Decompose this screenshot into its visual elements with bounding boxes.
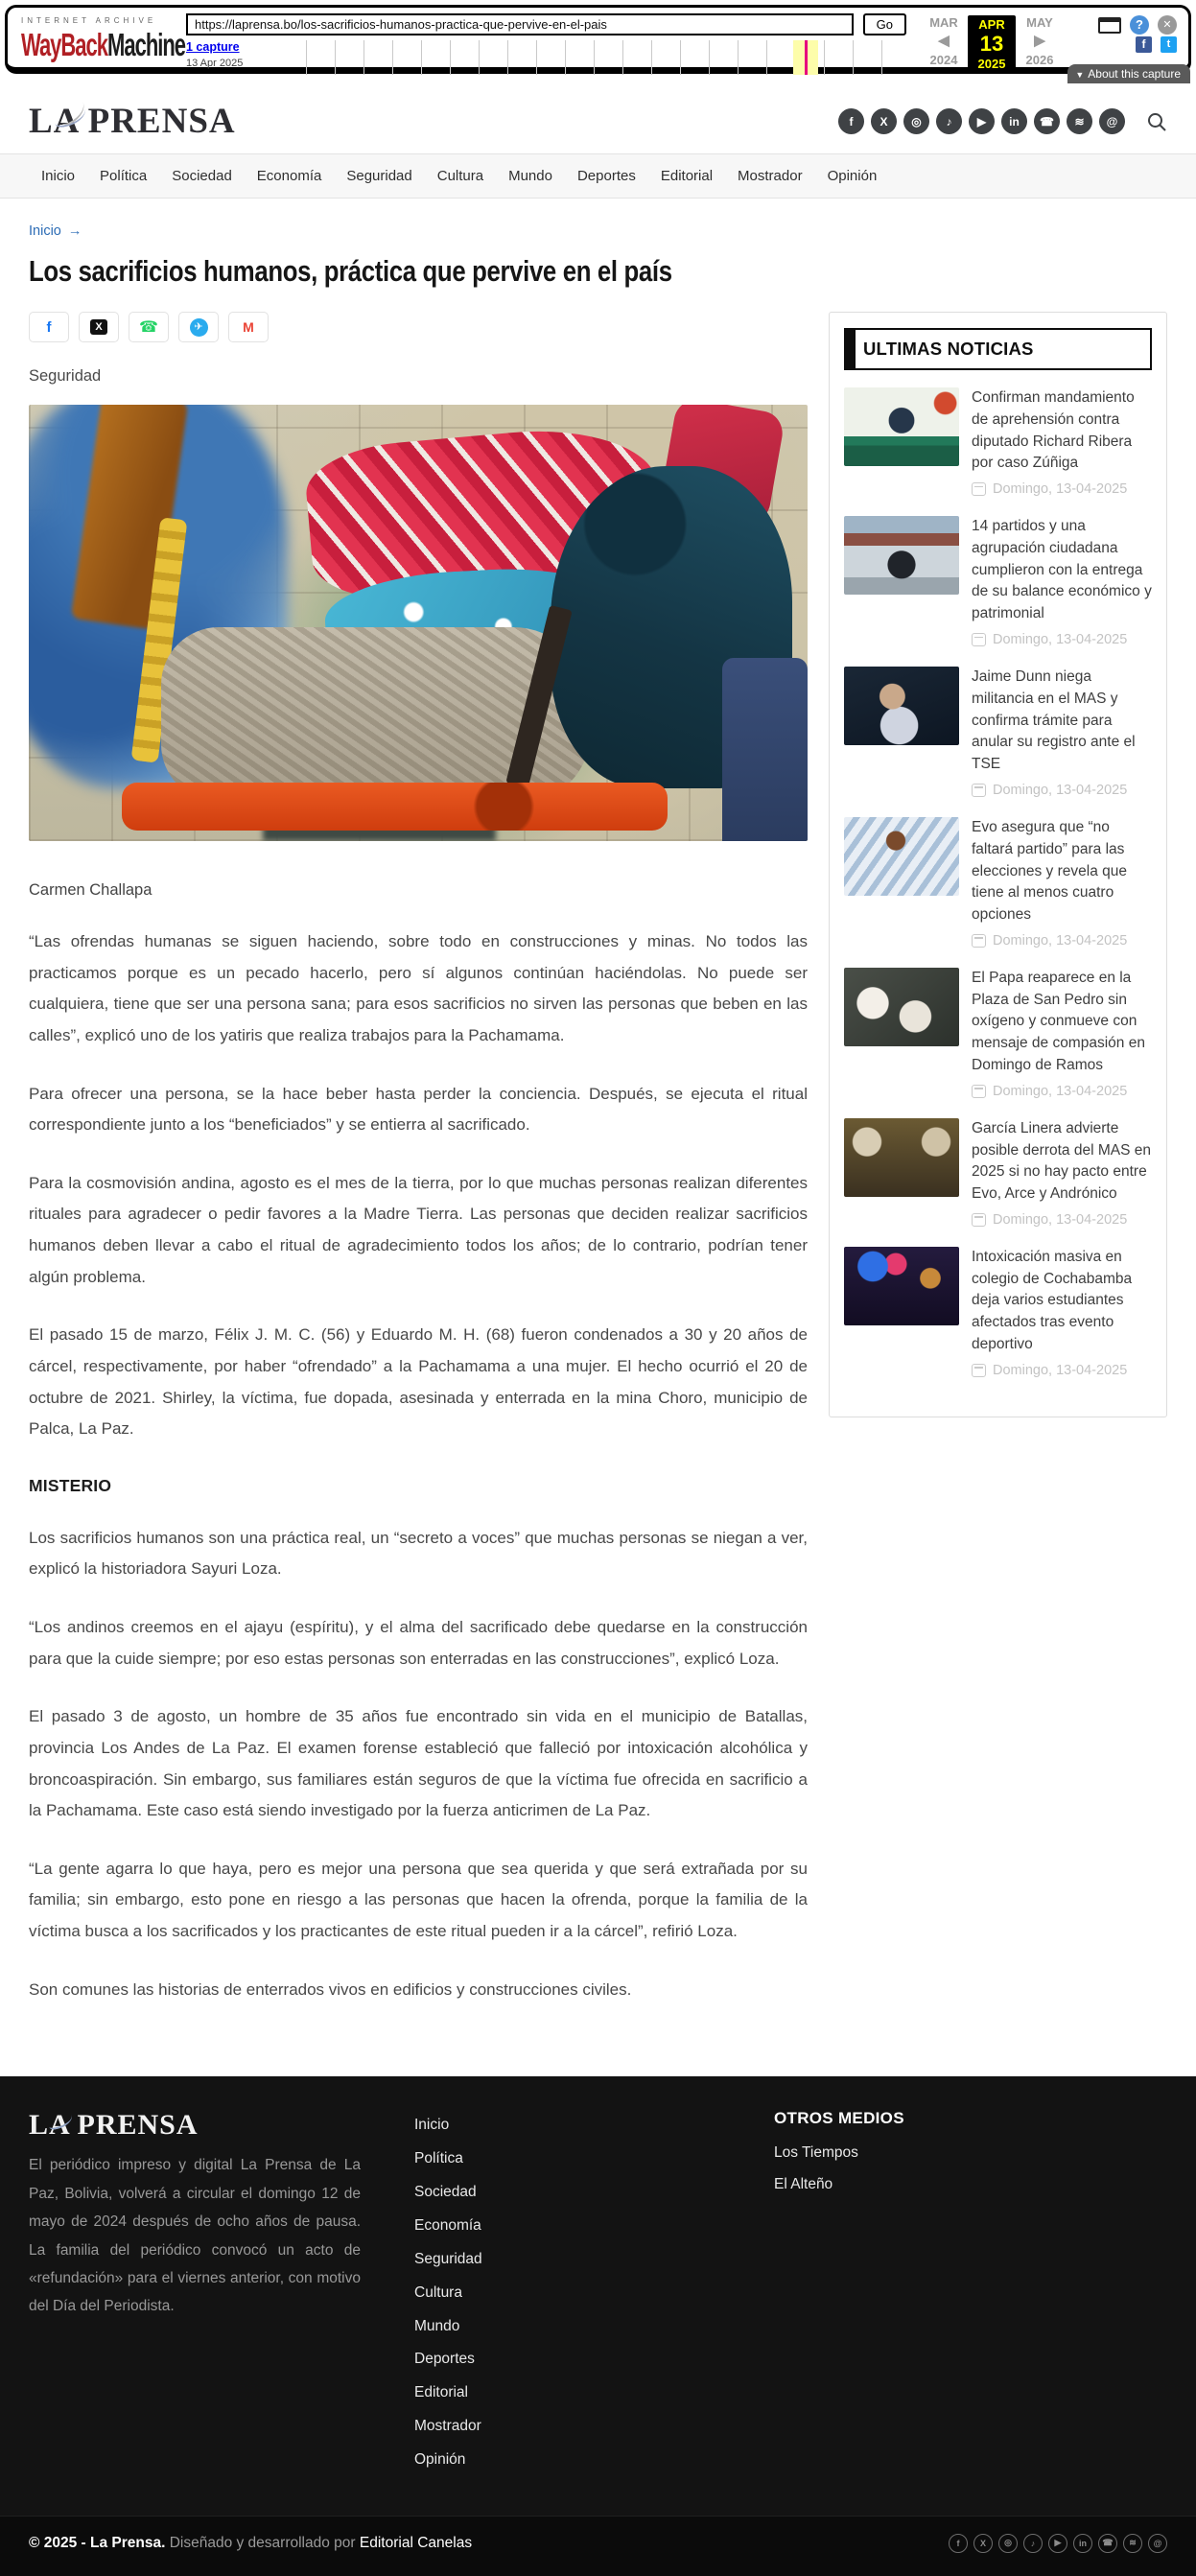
threads-icon[interactable]: @ xyxy=(1148,2534,1167,2553)
site-header xyxy=(0,87,1196,153)
about-this-capture[interactable]: ▼ About this capture xyxy=(1067,64,1190,83)
current-year-label: 2025 xyxy=(977,57,1006,71)
article-main-column xyxy=(29,312,808,2032)
wayback-center xyxy=(186,13,906,75)
nav-item[interactable]: Opinión xyxy=(827,168,878,184)
nav-item[interactable]: Economía xyxy=(256,168,322,184)
search-icon[interactable] xyxy=(1146,111,1167,132)
facebook-share-icon[interactable]: f xyxy=(29,312,69,342)
news-list-item xyxy=(844,387,1152,497)
threads-icon[interactable]: @ xyxy=(1099,108,1125,134)
article-image xyxy=(29,405,808,841)
wayback-toolbar xyxy=(5,5,1191,81)
article-paragraph: El pasado 3 de agosto, un hombre de 35 años fue encontrado sin vida en el municipio de Batallas, provincia Los Andes de La Paz. El examen forense estableció que falleció por intoxicación alcohólica y broncoaspiración. Sin embargo, sus familiares están seguros de que la víctima fue ofrecida en sacrificio a la Pachamama. Este caso está siendo investigado por la fuerza anticrimen de La Paz. xyxy=(29,1707,808,1820)
facebook-icon[interactable]: f xyxy=(949,2534,968,2553)
current-capture-block xyxy=(968,15,1016,73)
capture-marker xyxy=(805,40,808,75)
prev-month-label: MAR xyxy=(929,15,958,30)
article-paragraph: “Las ofrendas humanas se siguen haciendo, sobre todo en construcciones y minas. No todos las practicamos porque es un pecado hacerlo, pero sí algunos continúan haciéndolas. No puede ser cualquiera, tiene que ser una persona sana; para esos sacrificios no sirven las personas que beben en las calles”, explicó uno de los yatiris que realiza trabajos para la Pachamama. xyxy=(29,932,808,1044)
footer-nav-link[interactable]: Sociedad xyxy=(414,2184,477,2200)
news-thumbnail[interactable] xyxy=(844,1247,959,1325)
news-date: Domingo, 13-04-2025 xyxy=(972,481,1152,497)
main-nav xyxy=(0,153,1196,199)
caret-down-icon: ▼ xyxy=(1075,70,1085,80)
category-label: Seguridad xyxy=(29,367,102,385)
news-title-link[interactable]: 14 partidos y una agrupación ciudadana cumplieron con la entrega de su balance económico y patrimonial xyxy=(972,518,1152,622)
x-icon[interactable]: X xyxy=(871,108,897,134)
telegram-share-icon[interactable]: ✈ xyxy=(178,312,219,342)
footer-nav-link[interactable]: Política xyxy=(414,2150,463,2167)
wayback-calendar-nav xyxy=(920,13,1064,73)
news-date: Domingo, 13-04-2025 xyxy=(972,632,1152,647)
wayback-machine-logo: WayBackMachine xyxy=(21,27,186,63)
wayback-actions xyxy=(1075,13,1181,81)
x-share-icon[interactable]: X xyxy=(79,312,119,342)
article-paragraph: Son comunes las historias de enterrados vivos en edificios y construcciones civiles. xyxy=(29,1979,632,1999)
news-title-link[interactable]: Evo asegura que “no faltará partido” para las elecciones y revela que tiene al menos cuatro opciones xyxy=(972,818,1127,924)
article-paragraph: Para ofrecer una persona, se la hace beber hasta perder la conciencia. Después, se ejecuta el ritual correspondiente junto a los “beneficiados” y se entierra al sacrificado. xyxy=(29,1084,808,1135)
news-list-item xyxy=(844,968,1152,1099)
tiktok-icon[interactable]: ♪ xyxy=(936,108,962,134)
whatsapp-icon[interactable]: ☎ xyxy=(1098,2534,1117,2553)
news-date: Domingo, 13-04-2025 xyxy=(972,783,1152,798)
news-list xyxy=(844,387,1152,1378)
captures-summary xyxy=(186,38,278,75)
editorial-canelas-link[interactable]: Editorial Canelas xyxy=(359,2534,473,2551)
window-icon[interactable] xyxy=(1098,17,1121,34)
article-paragraph: “Los andinos creemos en el ajayu (espíritu), y el alma del sacrificado debe quedarse en la construcción para que la cuide siempre; por eso estas personas son enterradas en las construcciones”, explicó Loza. xyxy=(29,1618,808,1668)
nav-item[interactable]: Sociedad xyxy=(172,168,232,184)
news-list-item xyxy=(844,667,1152,798)
facebook-icon[interactable]: f xyxy=(838,108,864,134)
twitter-share-toolbar-icon[interactable]: t xyxy=(1161,36,1177,53)
linkedin-icon[interactable]: in xyxy=(1073,2534,1092,2553)
news-date: Domingo, 13-04-2025 xyxy=(972,1363,1152,1378)
bottom-social-icons xyxy=(949,2534,1167,2553)
prev-capture-arrow-icon[interactable]: ◀ xyxy=(938,33,950,49)
article-title: Los sacrificios humanos, práctica que pervive en el país xyxy=(29,254,672,288)
image-orange-stretcher xyxy=(122,783,667,831)
footer-nav-link[interactable]: Economía xyxy=(414,2216,481,2234)
captures-link[interactable]: 1 capture xyxy=(186,40,240,54)
share-buttons xyxy=(29,312,808,342)
footer-nav-link[interactable]: Seguridad xyxy=(414,2250,482,2267)
breadcrumb-home-link[interactable]: Inicio xyxy=(29,223,61,239)
site-footer xyxy=(0,2076,1196,2516)
latest-news-sidebar xyxy=(829,312,1167,1417)
article-body xyxy=(29,926,808,2005)
nav-item[interactable]: Mostrador xyxy=(738,168,803,184)
internet-archive-label: INTERNET ARCHIVE xyxy=(21,16,157,25)
header-social-icons xyxy=(838,108,1125,134)
news-list-item xyxy=(844,817,1152,948)
sidebar-header xyxy=(844,328,1152,370)
close-icon[interactable]: ✕ xyxy=(1158,15,1177,35)
news-list-item xyxy=(844,1247,1152,1378)
gmail-share-icon[interactable]: M xyxy=(228,312,269,342)
news-date: Domingo, 13-04-2025 xyxy=(972,1084,1152,1099)
news-thumbnail[interactable] xyxy=(844,667,959,745)
instagram-icon[interactable]: ◎ xyxy=(998,2534,1018,2553)
sidebar-title: ULTIMAS NOTICIAS xyxy=(863,339,1034,359)
article-author: Carmen Challapa xyxy=(29,881,152,899)
calendar-icon xyxy=(972,784,986,797)
news-thumbnail[interactable] xyxy=(844,968,959,1046)
footer-logo[interactable]: LA PRENSA xyxy=(29,2109,199,2142)
youtube-icon[interactable]: ▶ xyxy=(969,108,995,134)
news-thumbnail[interactable] xyxy=(844,516,959,595)
news-date: Domingo, 13-04-2025 xyxy=(972,933,1152,948)
breadcrumb-arrow-icon: → xyxy=(67,223,82,239)
wayback-logo[interactable] xyxy=(21,13,186,63)
spotify-icon[interactable]: ≋ xyxy=(1123,2534,1142,2553)
news-title-link[interactable]: Jaime Dunn niega militancia en el MAS y confirma trámite para anular su registro ante el TSE xyxy=(972,668,1136,773)
tiktok-icon[interactable]: ♪ xyxy=(1023,2534,1043,2553)
bottom-bar xyxy=(0,2516,1196,2576)
next-year-label: 2026 xyxy=(1025,53,1054,67)
nav-item[interactable]: Mundo xyxy=(508,168,552,184)
next-month-label: MAY xyxy=(1026,15,1053,30)
linkedin-icon[interactable]: in xyxy=(1001,108,1027,134)
footer-nav-link[interactable]: Cultura xyxy=(414,2283,462,2301)
next-capture-arrow-icon[interactable]: ▶ xyxy=(1034,33,1045,49)
footer-nav xyxy=(414,2109,606,2477)
capture-timeline[interactable] xyxy=(278,40,906,75)
footer-nav-link[interactable]: Mundo xyxy=(414,2317,460,2334)
news-thumbnail[interactable] xyxy=(844,387,959,466)
nav-item[interactable]: Editorial xyxy=(660,168,714,184)
calendar-icon xyxy=(972,633,986,646)
facebook-share-toolbar-icon[interactable]: f xyxy=(1136,36,1152,53)
breadcrumb xyxy=(29,223,1167,239)
nav-item[interactable]: Política xyxy=(100,168,148,184)
x-icon[interactable]: X xyxy=(973,2534,993,2553)
help-icon[interactable]: ? xyxy=(1130,15,1149,35)
la-prensa-logo[interactable]: LA PRENSA xyxy=(29,101,236,142)
nav-item[interactable]: Cultura xyxy=(436,168,484,184)
article-paragraph: Los sacrificios humanos son una práctica real, un “secreto a voces” que muchas personas se niegan a ver, explicó la historiadora Sayuri Loza. xyxy=(29,1528,808,1579)
calendar-icon xyxy=(972,1085,986,1098)
news-title-link[interactable]: El Papa reaparece en la Plaza de San Pedro sin oxígeno y conmueve con mensaje de compasión en Domingo de Ramos xyxy=(972,969,1145,1073)
calendar-icon xyxy=(972,1213,986,1227)
wayback-go-button[interactable]: Go xyxy=(863,13,906,35)
whatsapp-icon[interactable]: ☎ xyxy=(1034,108,1060,134)
nav-item[interactable]: Inicio xyxy=(41,168,76,184)
footer-description: El periódico impreso y digital La Prensa de La Paz, Bolivia, volverá a circular el domingo 12 de mayo de 2024 después de ocho años de pausa. La familia del periódico convocó un acto de «refundación» para el viernes anterior, con motivo del Día del Periodista. xyxy=(29,2157,361,2315)
footer-nav-link[interactable]: Inicio xyxy=(414,2117,450,2134)
image-jeans-leg xyxy=(722,658,808,841)
calendar-icon xyxy=(972,482,986,496)
calendar-icon xyxy=(972,1364,986,1377)
article-paragraph: El pasado 15 de marzo, Félix J. M. C. (56) y Eduardo M. H. (68) fueron condenados a 30 y 20 años de cárcel, respectivamente, por haber “ofrendado” a la Pachamama a una mujer. El hecho ocurrió el 20 de octubre de 2021. Shirley, la víctima, fue dopada, asesinada y enterrada en la mina Choro, municipio de Palca, La Paz. xyxy=(29,1325,808,1439)
footer-nav-link[interactable]: Mostrador xyxy=(414,2418,481,2435)
footer-nav-link[interactable]: Opinión xyxy=(414,2451,466,2468)
capture-highlight[interactable] xyxy=(793,40,818,75)
news-title-link[interactable]: García Linera advierte posible derrota del MAS en 2025 si no hay pacto entre Evo, Arce y Andrónico xyxy=(972,1119,1151,1203)
capture-date-label: 13 Apr 2025 xyxy=(186,58,244,69)
nav-item[interactable]: Deportes xyxy=(576,168,636,184)
current-day-label: 13 xyxy=(979,32,1004,56)
news-title-link[interactable]: Intoxicación masiva en colegio de Cochabamba deja varios estudiantes afectados tras evento deportivo xyxy=(972,1248,1133,1352)
instagram-icon[interactable]: ◎ xyxy=(903,108,929,134)
youtube-icon[interactable]: ▶ xyxy=(1048,2534,1067,2553)
calendar-icon xyxy=(972,934,986,948)
other-media-title: OTROS MEDIOS xyxy=(774,2109,904,2128)
other-media-link[interactable]: Los Tiempos xyxy=(774,2144,858,2162)
news-list-item xyxy=(844,516,1152,647)
prev-year-label: 2024 xyxy=(929,53,958,67)
footer-nav-link[interactable]: Deportes xyxy=(414,2351,475,2368)
whatsapp-share-icon[interactable]: ☎ xyxy=(129,312,169,342)
wayback-url-input[interactable] xyxy=(186,13,854,35)
news-title-link[interactable]: Confirman mandamiento de aprehensión contra diputado Richard Ribera por caso Zúñiga xyxy=(972,389,1135,472)
article-paragraph: Para la cosmovisión andina, agosto es el mes de la tierra, por lo que muchas personas realizan diferentes rituales para agradecer o pedir favores a la Madre Tierra. Las personas que deciden realizar sacrificios humanos deben llevar a cabo el ritual de agradecimiento todos los años; de lo contrario, podrían tener algún problema. xyxy=(29,1173,808,1286)
current-month-label: APR xyxy=(978,17,1005,32)
spotify-icon[interactable]: ≋ xyxy=(1067,108,1092,134)
nav-item[interactable]: Seguridad xyxy=(346,168,412,184)
footer-other-media xyxy=(774,2109,904,2477)
news-thumbnail[interactable] xyxy=(844,817,959,896)
copyright-line: © 2025 - La Prensa. Diseñado y desarrollado por Editorial Canelas xyxy=(29,2534,473,2551)
other-media-link[interactable]: El Alteño xyxy=(774,2175,833,2192)
footer-nav-link[interactable]: Editorial xyxy=(414,2384,468,2401)
article-paragraph: “La gente agarra lo que haya, pero es mejor una persona que sea querida y que será extrañada por su familia; sin embargo, esto pone en riesgo a las personas que hacen la ofrenda, porque la familia de la víctima busca a los sacrificados y los practicantes de este ritual pueden ir a la cárcel”, refirió Loza. xyxy=(29,1859,808,1940)
news-date: Domingo, 13-04-2025 xyxy=(972,1212,1152,1228)
news-thumbnail[interactable] xyxy=(844,1118,959,1197)
other-media-links xyxy=(774,2138,904,2200)
article-paragraph: MISTERIO xyxy=(29,1475,112,1495)
news-list-item xyxy=(844,1118,1152,1228)
